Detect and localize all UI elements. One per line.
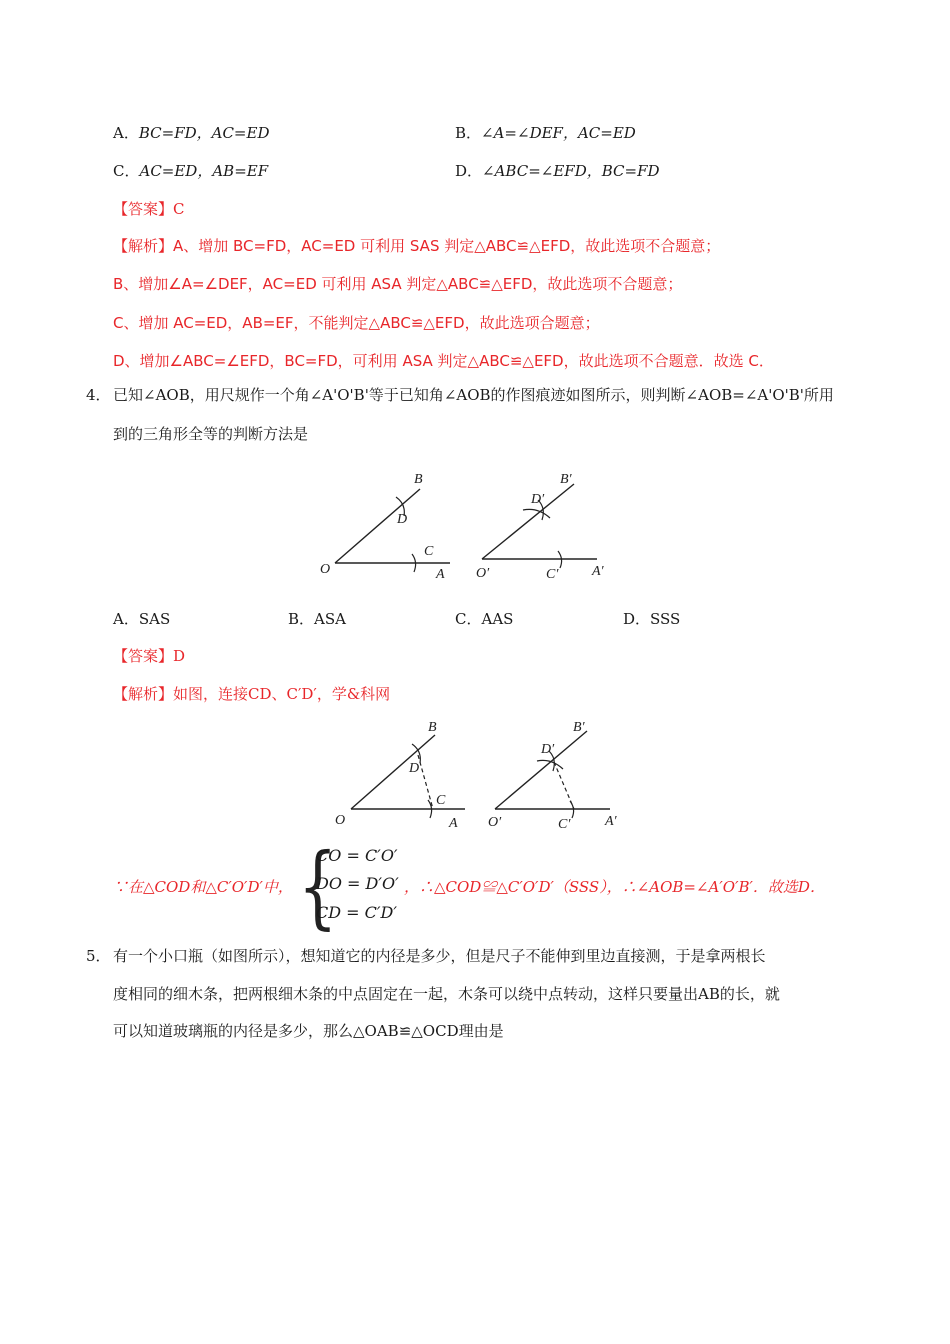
- q3-option-c: C．AC=ED，AB=EF: [113, 162, 269, 180]
- q3-analysis-line-1: 【解析】A、增加 BC=FD，AC=ED 可利用 SAS 判定△ABC≌△EFD，故此选项不合题意；: [113, 237, 721, 255]
- segment-c2d2: [554, 762, 574, 809]
- label-c2: C′: [558, 817, 571, 832]
- q3-option-a: A．BC=FD，AC=ED: [113, 124, 270, 142]
- q5-stem-line-3: 可以知道玻璃瓶的内径是多少，那么△OAB≌△OCD理由是: [113, 1022, 504, 1040]
- system-brace: {: [298, 833, 338, 940]
- q4-number: 4．: [86, 386, 111, 404]
- label-d: D: [409, 761, 420, 776]
- q4-figure-1: [310, 462, 620, 587]
- q4-option-d: D．SSS: [623, 610, 681, 628]
- system-line-2: DO = D′O′: [316, 874, 399, 893]
- arc-d2: [537, 760, 563, 769]
- label-o2: O′: [476, 566, 490, 581]
- label-c2: C′: [546, 567, 559, 582]
- q3-analysis-line-3: C、增加 AC=ED，AB=EF，不能判定△ABC≌△EFD，故此选项合题意；: [113, 314, 600, 332]
- q3-option-d: D．∠ABC=∠EFD，BC=FD: [455, 162, 660, 180]
- label-o: O: [335, 813, 346, 828]
- label-o2: O′: [488, 815, 502, 830]
- label-o: O: [320, 562, 331, 577]
- q4-option-b: B．ASA: [288, 610, 346, 628]
- label-b: B: [414, 472, 423, 487]
- label-b2: B′: [560, 472, 572, 487]
- label-d2: D′: [531, 492, 545, 507]
- q5-stem-line-2: 度相同的细木条，把两根细木条的中点固定在一起，木条可以绕中点转动，这样只要量出AB的长，就: [113, 985, 780, 1003]
- label-c: C: [436, 793, 446, 808]
- q3-analysis-line-4: D、增加∠ABC=∠EFD，BC=FD，可利用 ASA 判定△ABC≌△EFD，故此选项不合题意．故选 C．: [113, 352, 774, 370]
- label-d: D: [397, 512, 408, 527]
- q5-number: 5．: [86, 947, 111, 965]
- q3-analysis-line-2: B、增加∠A=∠DEF，AC=ED 可利用 ASA 判定△ABC≌△EFD，故此选项不合题意；: [113, 275, 683, 293]
- q4-analysis: [113, 683, 390, 704]
- label-a: A: [436, 567, 445, 582]
- label-c: C: [424, 544, 434, 559]
- label-a2: A′: [605, 814, 617, 829]
- q4-option-c: C．AAS: [455, 610, 514, 628]
- segment-cd: [418, 755, 433, 809]
- q4-stem-line-1: 已知∠AOB，用尺规作一个角∠A'O'B'等于已知角∠AOB的作图痕迹如图所示，则判断∠AOB=∠A'O'B'所用: [113, 386, 834, 404]
- q3-answer: 【答案】C: [113, 200, 185, 218]
- q4-analysis-text: 如图，连接CD、C′D′，学&科网: [173, 685, 391, 703]
- q4-proof-prefix: ∵在△COD和△C′O′D′中，: [113, 878, 293, 896]
- q4-option-a: A．SAS: [113, 610, 171, 628]
- ray-ob: [335, 489, 420, 563]
- system-line-1: CO = C′O′: [316, 846, 398, 865]
- label-b: B: [428, 720, 437, 735]
- q4-figure-2: [325, 715, 630, 835]
- label-d2: D′: [541, 742, 555, 757]
- q4-analysis-head: 【解析】: [113, 685, 174, 703]
- q3-option-b: B．∠A=∠DEF，AC=ED: [455, 124, 636, 142]
- q4-answer: 【答案】D: [113, 647, 186, 665]
- q4-proof-suffix: ，∴△COD≌△C′O′D′（SSS），∴∠AOB=∠A′O′B′．故选D．: [404, 878, 825, 896]
- label-a2: A′: [592, 564, 604, 579]
- label-a: A: [449, 816, 458, 831]
- q4-stem-line-2: 到的三角形全等的判断方法是: [113, 425, 309, 443]
- ray-o2b2: [482, 484, 574, 559]
- q5-stem-line-1: 有一个小口瓶（如图所示），想知道它的内径是多少，但是尺子不能伸到里边直接测，于是拿两根长: [113, 947, 766, 965]
- system-line-3: CD = C′D′: [316, 903, 397, 922]
- label-b2: B′: [573, 720, 585, 735]
